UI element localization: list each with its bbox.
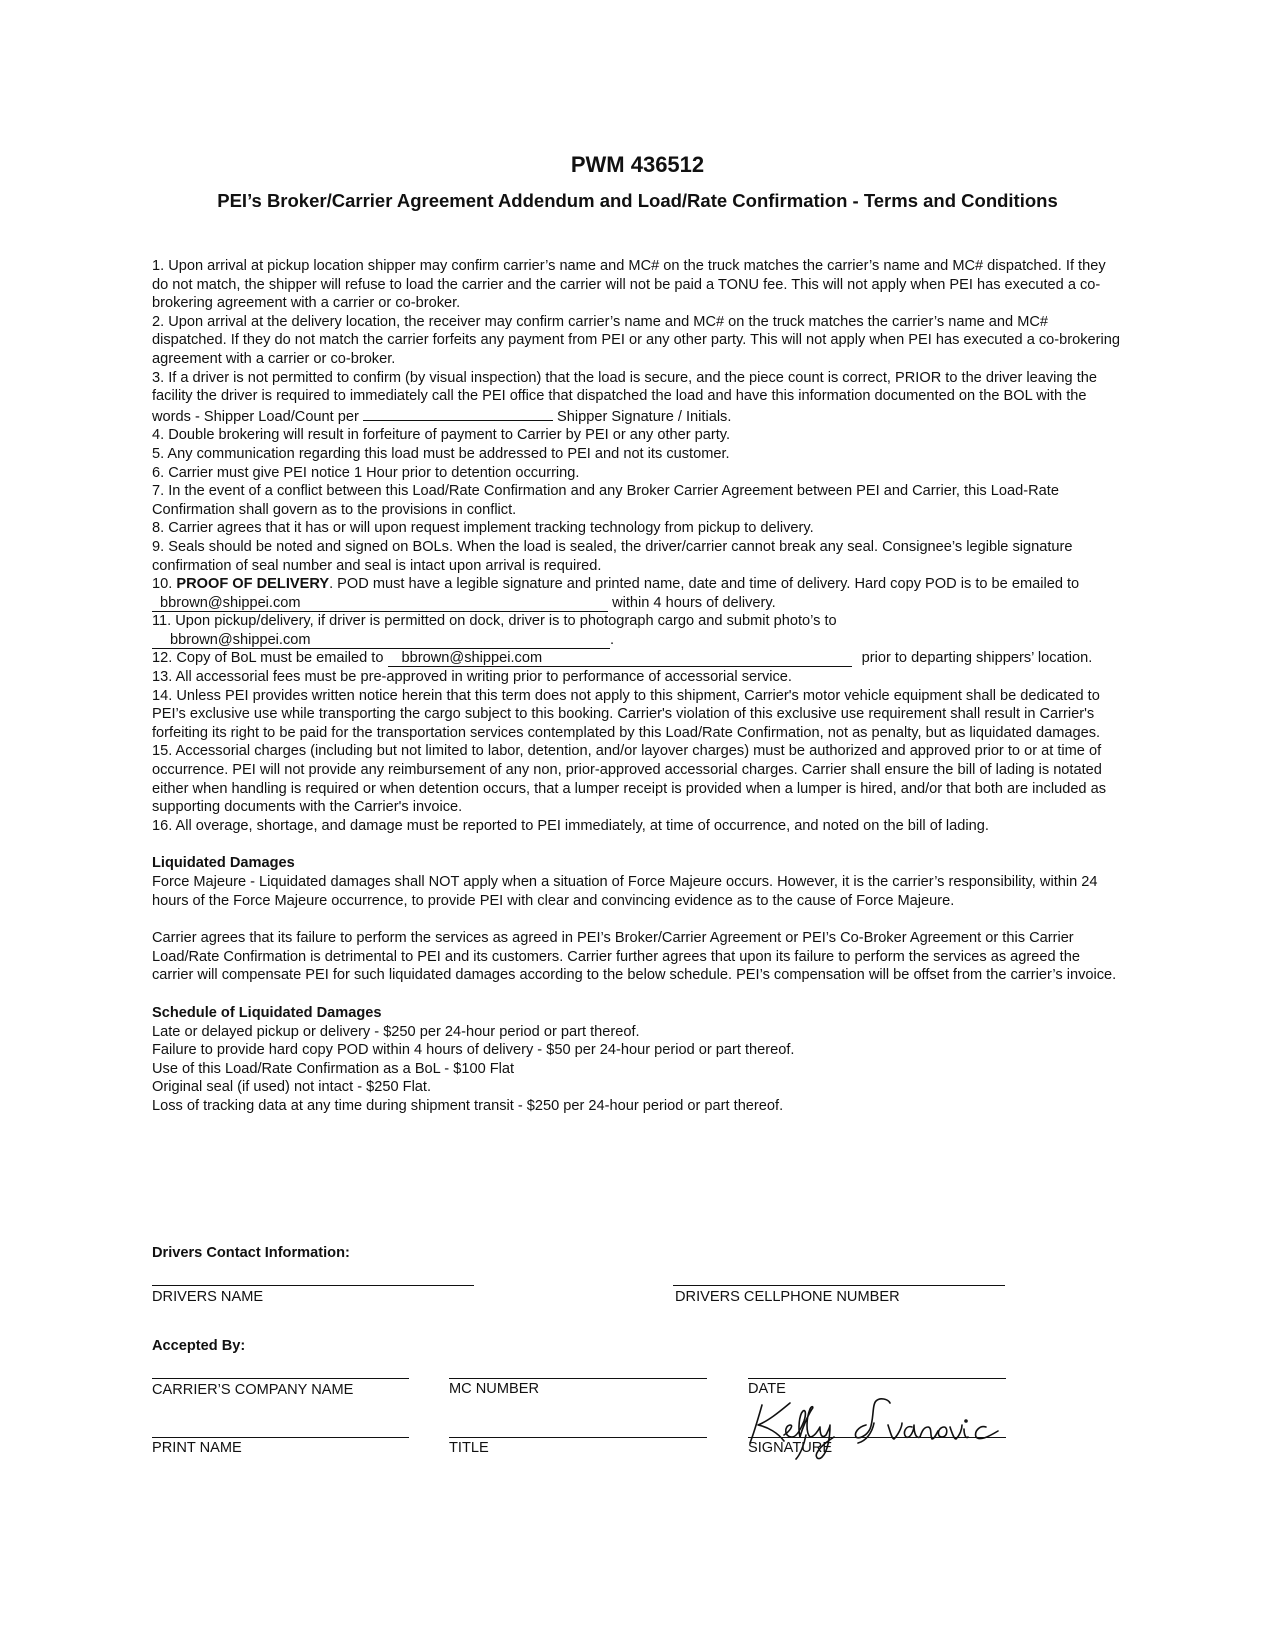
drivers-phone-line[interactable] [673, 1285, 1005, 1286]
company-name-line[interactable] [152, 1378, 409, 1379]
term-13: 13. All accessorial fees must be pre-approved in writing prior to performance of accessorial service. [152, 669, 792, 686]
term-16: 16. All overage, shortage, and damage must be reported to PEI immediately, at time of occurrence, and noted on the bill of lading. [152, 817, 989, 834]
date-label: DATE [748, 1381, 786, 1397]
proof-of-delivery-label: PROOF OF DELIVERY [176, 576, 330, 593]
schedule-item: Original seal (if used) not intact - $250 Flat. [152, 1079, 432, 1096]
print-name-label: PRINT NAME [152, 1440, 242, 1456]
term-8: 8. Carrier agrees that it has or will upon request implement tracking technology from pickup to delivery. [152, 520, 814, 537]
document-body [152, 257, 1122, 1116]
date-line[interactable] [748, 1378, 1006, 1379]
document-title: PWM 436512 [570, 152, 705, 177]
term-7: 7. In the event of a conflict between this Load/Rate Confirmation and any Broker Carrier Agreement between PEI and Carrier, this Load-Rate Confirmation shall govern as to the provisions in conflict. [152, 483, 1059, 518]
drivers-phone-label: DRIVERS CELLPHONE NUMBER [675, 1289, 900, 1305]
term-10 [152, 575, 1122, 612]
handwritten-signature [748, 1395, 1008, 1461]
bol-email-field[interactable]: bbrown@shippei.com [388, 651, 852, 667]
signature-label: SIGNATURE [748, 1440, 833, 1456]
terms-list [152, 257, 1122, 835]
accepted-by-heading: Accepted By: [152, 1338, 246, 1354]
carrier-agreement-paragraph: Carrier agrees that its failure to perform the services as agreed in PEI’s Broker/Carrier Agreement or PEI’s Co-Broker Agreement or this Carrier Load/Rate Confirmation is detrimental to PEI and its customers. Carrier further agrees that upon its failure to perform the services as agreed the carrier will compensate PEI for such liquidated damages according to the below schedule. PEI’s compensation will be offset from the carrier’s invoice. [152, 930, 1117, 984]
term-4: 4. Double brokering will result in forfeiture of payment to Carrier by PEI or any other party. [152, 427, 731, 444]
mc-number-line[interactable] [449, 1378, 707, 1379]
drivers-contact-heading: Drivers Contact Information: [152, 1245, 350, 1261]
term-9: 9. Seals should be noted and signed on BOLs. When the load is sealed, the driver/carrier cannot break any seal. Consignee’s legible signature confirmation of seal number and seal is intact upon arrival is required. [152, 538, 1073, 574]
term-1: 1. Upon arrival at pickup location shipper may confirm carrier’s name and MC# on the truck matches the carrier’s name and MC# dispatched. If they do not match, the shipper will refuse to load the carrier and the carrier will not be paid a TONU fee. This will not apply when PEI has executed a co-brokering agreement with a carrier or co-broker. [152, 258, 1106, 312]
term-11-suffix: . [610, 631, 615, 648]
term-3-text: 3. If a driver is not permitted to confirm (by visual inspection) that the load is secure, and the piece count is correct, PRIOR to the driver leaving the facility the driver is required to immediately call the PEI office that dispatched the load and have this information documented on the BOL with the words - Shipper Load/Count per [152, 369, 1097, 425]
term-11 [152, 612, 1122, 649]
document-subtitle: PEI’s Broker/Carrier Agreement Addendum and Load/Rate Confirmation - Terms and Conditions [217, 190, 1058, 211]
shipper-count-blank[interactable] [363, 406, 553, 421]
schedule-item: Loss of tracking data at any time during shipment transit - $250 per 24-hour period or part thereof. [152, 1097, 784, 1114]
term-5: 5. Any communication regarding this load must be addressed to PEI and not its customer. [152, 445, 730, 462]
term-3-suffix: Shipper Signature / Initials. [557, 408, 732, 425]
print-name-line[interactable] [152, 1437, 409, 1438]
term-14: 14. Unless PEI provides written notice herein that this term does not apply to this shipment, Carrier's motor vehicle equipment shall be dedicated to PEI’s exclusive use while transporting the cargo subject to this booking. Carrier's violation of this exclusive use requirement shall result in Carrier's forfeiting its right to be paid for the transportation services contemplated by this Load/Rate Confirmation, not as penalty, but as liquidated damages. [152, 687, 1101, 741]
title-label: TITLE [449, 1440, 489, 1456]
schedule-item: Use of this Load/Rate Confirmation as a BoL - $100 Flat [152, 1060, 515, 1077]
term-3 [152, 369, 1122, 427]
schedule-heading: Schedule of Liquidated Damages [152, 1004, 382, 1021]
term-2: 2. Upon arrival at the delivery location, the receiver may confirm carrier’s name and MC# on the truck matches the carrier’s name and MC# dispatched. If they do not match the carrier forfeits any payment from PEI or any other party. This will not apply when PEI has executed a co-brokering agreement with a carrier or co-broker. [152, 313, 1120, 367]
mc-number-label: MC NUMBER [449, 1381, 539, 1397]
liquidated-damages-heading: Liquidated Damages [152, 855, 295, 872]
term-6: 6. Carrier must give PEI notice 1 Hour prior to detention occurring. [152, 464, 580, 481]
pod-email-field[interactable]: bbrown@shippei.com [152, 596, 608, 612]
term-12-text: 12. Copy of BoL must be emailed to [152, 650, 384, 667]
photo-email-field[interactable]: bbrown@shippei.com [152, 633, 610, 649]
title-line[interactable] [449, 1437, 707, 1438]
schedule-item: Late or delayed pickup or delivery - $250 per 24-hour period or part thereof. [152, 1023, 640, 1040]
company-name-label: CARRIER’S COMPANY NAME [152, 1382, 354, 1398]
term-10-text: . POD must have a legible signature and printed name, date and time of delivery. Hard copy POD is to be emailed to [329, 576, 1080, 593]
schedule-item: Failure to provide hard copy POD within 4 hours of delivery - $50 per 24-hour period or part thereof. [152, 1042, 795, 1059]
term-10-suffix: within 4 hours of delivery. [612, 594, 776, 611]
term-15: 15. Accessorial charges (including but not limited to labor, detention, and/or layover charges) must be authorized and approved prior to or at time of occurrence. PEI will not provide any reimbursement of any non, prior-approved accessorial charges. Carrier shall ensure the bill of lading is notated either when handling is required or when detention occurs, that a lumper receipt is provided when a lumper is hired, and/or that both are included as supporting documents with the Carrier's invoice. [152, 743, 1107, 816]
force-majeure-paragraph: Force Majeure - Liquidated damages shall NOT apply when a situation of Force Majeure occurs. However, it is the carrier’s responsibility, within 24 hours of the Force Majeure occurrence, to provide PEI with clear and convincing evidence as to the cause of Force Majeure. [152, 874, 1098, 909]
term-10-number: 10. [152, 576, 173, 593]
term-11-text: 11. Upon pickup/delivery, if driver is permitted on dock, driver is to photograph cargo and submit photo’s to [152, 613, 837, 630]
term-12-suffix: prior to departing shippers’ location. [861, 650, 1093, 667]
drivers-name-line[interactable] [152, 1285, 474, 1286]
drivers-name-label: DRIVERS NAME [152, 1289, 264, 1305]
term-12 [152, 649, 1122, 668]
